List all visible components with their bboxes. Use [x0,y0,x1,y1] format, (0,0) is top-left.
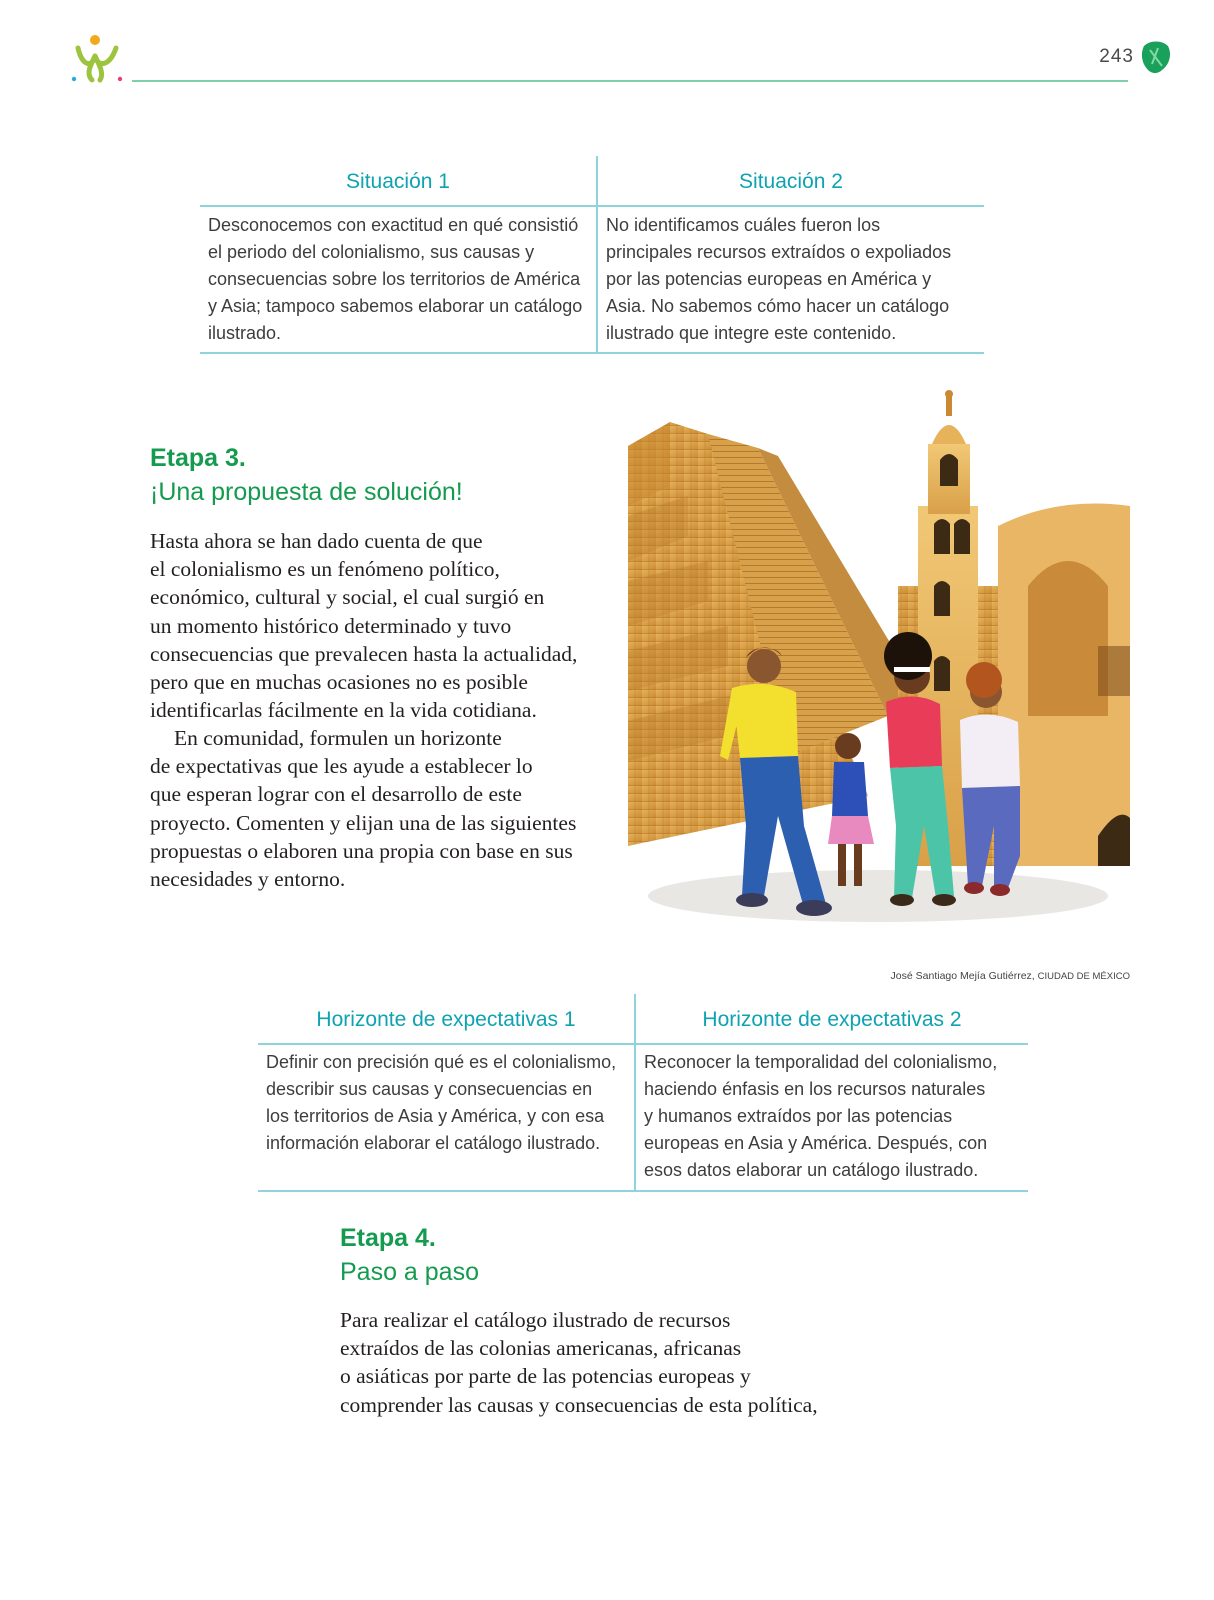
text-line: esos datos elaborar un catálogo ilustrado. [644,1160,979,1180]
stage-3-title: Etapa 3. [150,444,246,472]
expectation-2-header: Horizonte de expectativas 2 [702,1008,962,1031]
text-line: propuestas o elaboren una propia con base en sus [150,838,573,863]
book-series-logo [70,34,126,84]
text-line: En comunidad, formulen un horizonte [174,726,502,750]
credit-place: CIUDAD DE MÉXICO [1037,971,1130,982]
stage-4-subtitle: Paso a paso [340,1258,479,1286]
page-number: 243 [1099,46,1134,67]
text-line: Reconocer la temporalidad del colonialismo, [644,1052,998,1072]
expectation-1-header: Horizonte de expectativas 1 [316,1008,576,1031]
text-line: pero que en muchas ocasiones no es posible [150,670,528,695]
expectation-1-text [266,1049,632,1157]
text-line: el colonialismo es un fenómeno político, [150,557,500,582]
column-divider [634,994,636,1190]
text-line: y Asia; tampoco sabemos elaborar un catálogo [208,296,583,316]
leaf-corner-icon [1140,40,1172,76]
illustration-credit [860,970,1130,982]
credit-name: José Santiago Mejía Gutiérrez, [890,970,1038,982]
text-line: describir sus causas y consecuencias en [266,1079,593,1099]
situation-2-header: Situación 2 [739,170,843,193]
text-line: Asia. No sabemos cómo hacer un catálogo [606,296,950,316]
family-at-pyramid-and-church-illustration [628,386,1130,956]
text-line: ilustrado que integre este contenido. [606,323,897,343]
situations-table [200,156,984,354]
text-line: información elaborar el catálogo ilustrado. [266,1133,601,1153]
text-line: necesidades y entorno. [150,867,346,892]
text-line: los territorios de Asia y América, y con esa [266,1106,605,1126]
text-line: un momento histórico determinado y tuvo [150,613,512,638]
text-line: el periodo del colonialismo, sus causas y [208,242,535,262]
text-line: proyecto. Comenten y elijan una de las siguientes [150,810,577,835]
stage-3-paragraph-2 [150,724,610,893]
column-divider [596,156,598,352]
table-bottom-rule [200,352,984,354]
text-line: identificarlas fácilmente en la vida cotidiana. [150,698,537,723]
text-line: ilustrado. [208,323,282,343]
situation-1-header: Situación 1 [346,170,450,193]
text-line: de expectativas que les ayude a establecer lo [150,754,533,779]
text-line: principales recursos extraídos o expoliados [606,242,952,262]
situation-1-text [208,212,594,347]
expectation-2-text [644,1049,1028,1184]
stage-3-subtitle: ¡Una propuesta de solución! [150,478,463,506]
text-line: comprender las causas y consecuencias de esta política, [340,1392,818,1417]
text-line: haciendo énfasis en los recursos naturales [644,1079,986,1099]
text-line: No identificamos cuáles fueron los [606,215,881,235]
text-line: económico, cultural y social, el cual surgió en [150,585,545,610]
stage-3-paragraph-1 [150,527,610,724]
text-line: Hasta ahora se han dado cuenta de que [150,529,483,553]
text-line: consecuencias que prevalecen hasta la actualidad, [150,641,578,666]
text-line: Desconocemos con exactitud en qué consistió [208,215,579,235]
header-rule [132,80,1128,82]
text-line: Para realizar el catálogo ilustrado de recursos [340,1308,731,1332]
text-line: y humanos extraídos por las potencias [644,1106,953,1126]
text-line: consecuencias sobre los territorios de América [208,269,581,289]
text-line: europeas en Asia y América. Después, con [644,1133,988,1153]
text-line: por las potencias europeas en América y [606,269,932,289]
text-line: Definir con precisión qué es el colonialismo, [266,1052,617,1072]
expectations-table [258,994,1028,1192]
stage-4-title: Etapa 4. [340,1224,436,1252]
table-bottom-rule [258,1190,1028,1192]
situation-2-text [606,212,984,347]
stage-4-paragraph-1 [340,1306,900,1419]
header-divider [258,1043,1028,1045]
text-line: que esperan lograr con el desarrollo de este [150,782,522,807]
text-line: o asiáticas por parte de las potencias europeas y [340,1364,751,1389]
text-line: extraídos de las colonias americanas, africanas [340,1336,742,1361]
header-divider [200,205,984,207]
